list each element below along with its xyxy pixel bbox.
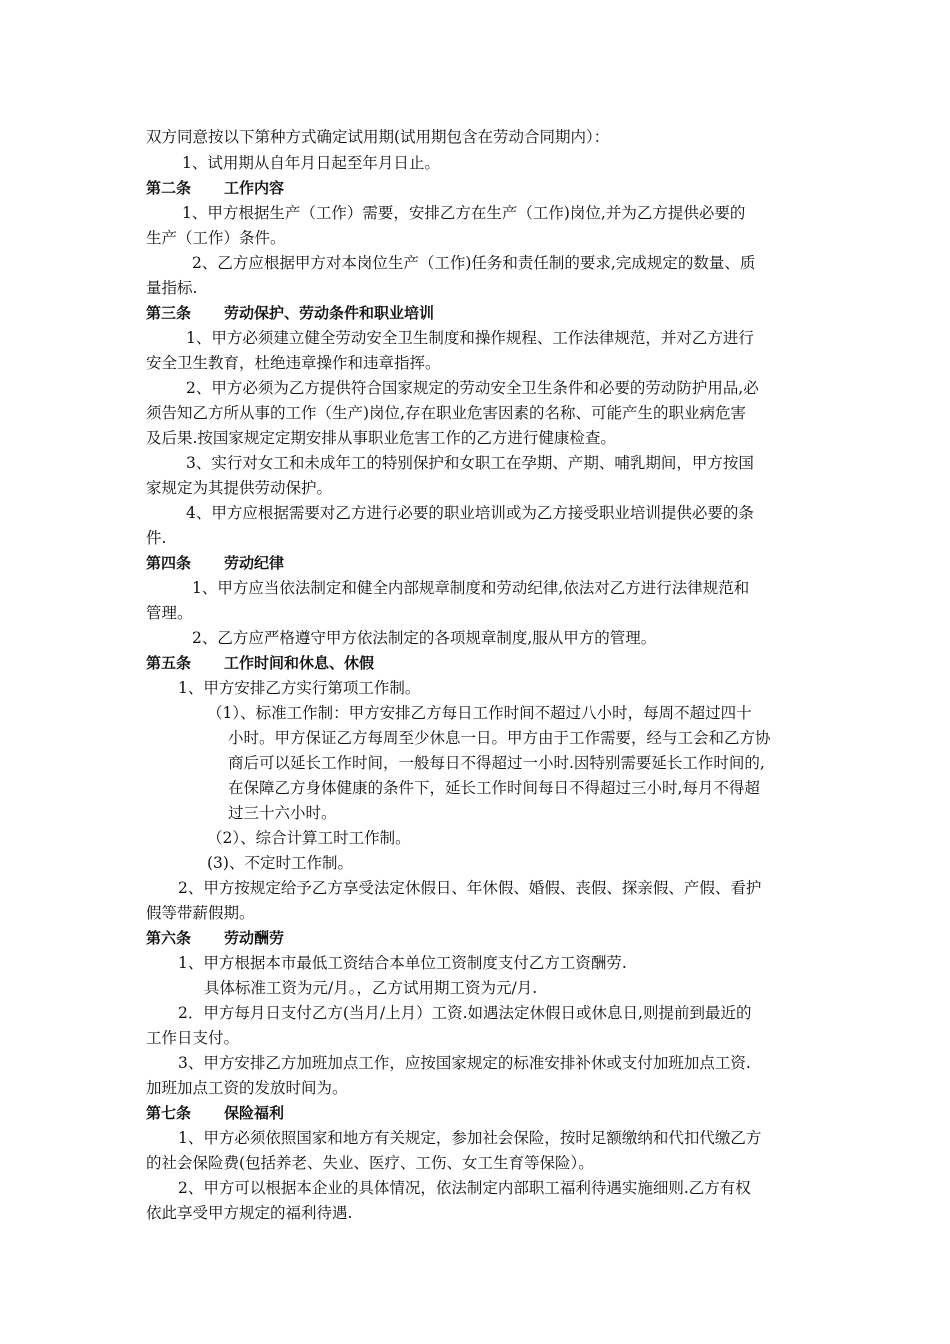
article-title: 工作内容 <box>224 179 285 197</box>
paragraph-line: 3、甲方安排乙方加班加点工作，应按国家规定的标准安排补休或支付加班加点工资. <box>178 1054 751 1072</box>
article-title: 劳动纪律 <box>224 554 285 572</box>
paragraph-line: 加班加点工资的发放时间为。 <box>146 1079 348 1097</box>
paragraph-line: （1）、标准工作制：甲方安排乙方每日工作时间不超过八小时，每周不超过四十 <box>207 704 752 722</box>
article-title: 保险福利 <box>224 1104 285 1122</box>
article-title: 工作时间和休息、休假 <box>224 654 375 672</box>
paragraph-line: 2、乙方应根据甲方对本岗位生产（工作)任务和责任制的要求,完成规定的数量、质 <box>192 254 756 272</box>
paragraph-line: 件. <box>146 529 167 547</box>
paragraph-line: 2、甲方可以根据本企业的具体情况，依法制定内部职工福利待遇实施细则.乙方有权 <box>178 1179 751 1197</box>
paragraph-line: 2、甲方按规定给予乙方享受法定休假日、年休假、婚假、丧假、探亲假、产假、看护 <box>178 879 762 897</box>
article-heading <box>146 303 434 323</box>
article-number: 第四条 <box>146 554 192 572</box>
paragraph-line: 3、实行对女工和未成年工的特别保护和女职工在孕期、产期、哺乳期间，甲方按国 <box>186 454 754 472</box>
paragraph-line: 小时。甲方保证乙方每周至少休息一日。甲方由于工作需要，经与工会和乙方协 <box>228 729 771 747</box>
paragraph-line: 1、甲方安排乙方实行第项工作制。 <box>178 679 421 697</box>
paragraph-line: 1、甲方根据本市最低工资结合本单位工资制度支付乙方工资酬劳. <box>178 954 627 972</box>
paragraph-line: 1、试用期从自年月日起至年月日止。 <box>182 154 440 172</box>
paragraph-line: 工作日支付。 <box>146 1029 240 1047</box>
paragraph-line: 量指标. <box>146 279 198 297</box>
article-number: 第七条 <box>146 1104 192 1122</box>
paragraph-line: 及后果.按国家规定定期安排从事职业危害工作的乙方进行健康检查。 <box>146 429 616 447</box>
paragraph-line: （2）、综合计算工时工作制。 <box>207 829 411 847</box>
paragraph-line: 具体标准工资为元/月。，乙方试用期工资为元/月. <box>204 979 538 997</box>
paragraph-line: 1、甲方必须依照国家和地方有关规定，参加社会保险，按时足额缴纳和代扣代缴乙方 <box>178 1129 762 1147</box>
paragraph-line: 依此享受甲方规定的福利待遇. <box>146 1204 353 1222</box>
paragraph-line: 安全卫生教育，杜绝违章操作和违章指挥。 <box>146 354 441 372</box>
paragraph-line: 2、甲方必须为乙方提供符合国家规定的劳动安全卫生条件和必要的劳动防护用品,必 <box>186 379 759 397</box>
paragraph-line: 生产（工作）条件。 <box>146 229 286 247</box>
paragraph-line: 管理。 <box>146 604 193 622</box>
article-heading <box>146 553 284 573</box>
article-heading <box>146 1103 284 1123</box>
paragraph-line: 须告知乙方所从事的工作（生产)岗位,存在职业危害因素的名称、可能产生的职业病危害 <box>146 404 746 422</box>
article-number: 第五条 <box>146 654 192 672</box>
paragraph-line: 商后可以延长工作时间，一般每日不得超过一小时.因特别需要延长工作时间的, <box>228 754 765 772</box>
article-number: 第三条 <box>146 304 192 322</box>
paragraph-line: 家规定为其提供劳动保护。 <box>146 479 333 497</box>
paragraph-line: (3)、不定时工作制。 <box>207 854 353 872</box>
paragraph-line: 1、甲方必须建立健全劳动安全卫生制度和操作规程、工作法律规范，并对乙方进行 <box>186 329 754 347</box>
paragraph-line: 1、甲方应当依法制定和健全内部规章制度和劳动纪律,依法对乙方进行法律规范和 <box>192 579 750 597</box>
article-number: 第二条 <box>146 179 192 197</box>
paragraph-line: 1、甲方根据生产（工作）需要，安排乙方在生产（工作)岗位,并为乙方提供必要的 <box>182 204 746 222</box>
article-number: 第六条 <box>146 929 192 947</box>
article-heading <box>146 178 284 198</box>
paragraph-line: 假等带薪假期。 <box>146 904 255 922</box>
paragraph-line: 过三十六小时。 <box>228 804 337 822</box>
article-heading <box>146 653 374 673</box>
paragraph-line: 双方同意按以下第种方式确定试用期(试用期包含在劳动合同期内）： <box>146 128 610 146</box>
paragraph-line: 2．甲方每月日支付乙方(当月/上月）工资.如遇法定休假日或休息日,则提前到最近的 <box>178 1004 752 1022</box>
article-heading <box>146 928 284 948</box>
article-title: 劳动酬劳 <box>224 929 285 947</box>
paragraph-line: 2、乙方应严格遵守甲方依法制定的各项规章制度,服从甲方的管理。 <box>192 629 657 647</box>
article-title: 劳动保护、劳动条件和职业培训 <box>224 304 435 322</box>
paragraph-line: 在保障乙方身体健康的条件下，延长工作时间每日不得超过三小时,每月不得超 <box>228 779 760 797</box>
paragraph-line: 4、甲方应根据需要对乙方进行必要的职业培训或为乙方接受职业培训提供必要的条 <box>186 504 754 522</box>
paragraph-line: 的社会保险费(包括养老、失业、医疗、工伤、女工生育等保险）。 <box>146 1154 594 1172</box>
